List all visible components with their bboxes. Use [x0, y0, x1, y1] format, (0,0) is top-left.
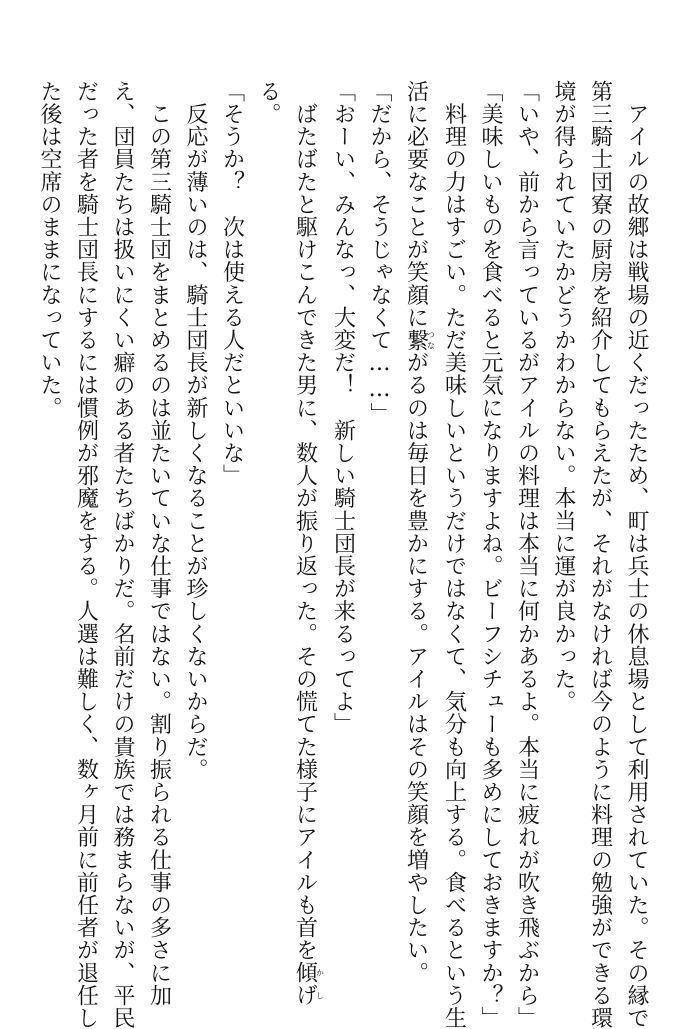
- text-line-9: 「おーい、みんなっ、大変だ！ 新しい騎士団長が来るってよ」: [330, 80, 356, 736]
- text-line-15: え、団員たちは扱いにくい癖のある者たちばかりだ。名前だけの貴族では務まらないが、平民: [110, 80, 135, 1029]
- text-line-1: アイルの故郷は戦場の近くだったため、町は兵士の休息場として利用されていた。その縁で: [624, 80, 649, 1029]
- text-line-2: 第三騎士団寮の厨房を紹介してもらえたが、それがなければ今のように料理の勉強ができる環: [587, 80, 613, 1029]
- text-line-4: 「いや、前から言っているがアイルの料理は本当に何かあるよ。本当に疲れが吹き飛ぶから」: [514, 80, 540, 1029]
- text-line-10-head: ばたばたと駆けこんできた男に、数人が振り返った。その慌てた様子にアイルも首を: [292, 80, 318, 962]
- text-line-16: だった者を騎士団長にするには慣例が邪魔をする。人選は難しく、数ヶ月前に前任者が退任し: [73, 80, 99, 1029]
- text-line-3: 境が得られていたかどうかわからない。本当に運が良かった。: [551, 80, 576, 713]
- ruby-kashi-base: 傾げ: [292, 961, 318, 1007]
- ruby-kashi: [292, 961, 325, 1007]
- text-line-13: 反応が薄いのは、騎士団長が新しくなることが珍しくないからだ。: [183, 80, 208, 781]
- ruby-tsuna-base: 繋: [403, 328, 429, 352]
- text-line-11: る。: [256, 80, 281, 126]
- ruby-tsuna-reading: つな: [426, 328, 436, 352]
- text-line-7-tail: がるのは毎日を豊かにする。アイルはその笑顔を増やしたい。: [403, 351, 429, 985]
- vertical-text-block: [31, 80, 655, 1029]
- text-line-12: 「そうか？ 次は使える人だといいな」: [219, 80, 245, 487]
- text-line-8: 「だから、そうじゃなくて……」: [367, 80, 392, 425]
- text-line-17: た後は空席のままになっていた。: [37, 80, 62, 419]
- text-line-6: 料理の力はすごい。ただ美味しいというだけではなくて、気分も向上する。食べるという生: [441, 80, 467, 1029]
- text-line-7: [397, 80, 436, 985]
- text-line-7-head: 活に必要なことが笑顔に: [403, 80, 429, 329]
- text-line-5: 「美味しいものを食べると元気になりますよね。ビーフシチューも多めにしておきますか？」: [478, 80, 503, 1029]
- text-line-10: [286, 80, 325, 1007]
- ruby-tsuna: [403, 328, 436, 352]
- ruby-kashi-reading: かし: [315, 961, 325, 1007]
- text-line-14: この第三騎士団をまとめるのは並たいていな仕事ではない。割り振られる仕事の多さに加: [146, 80, 172, 1007]
